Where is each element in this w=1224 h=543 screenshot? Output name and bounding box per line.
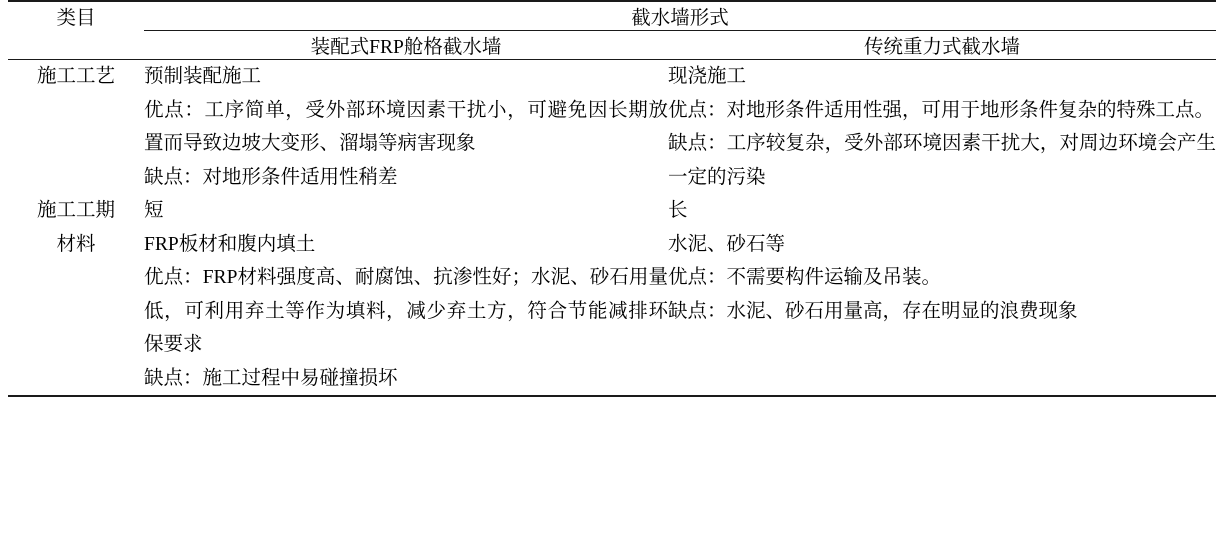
- row-category: 施工工期: [36, 200, 115, 222]
- cell-line: 缺点：对地形条件适用性稍差: [144, 166, 398, 188]
- header-group-title: 截水墙形式: [144, 1, 1216, 31]
- cell-line: 长: [668, 200, 688, 222]
- cell-line: 优点：对地形条件适用性强，可用于地形条件复杂的特殊工点。: [668, 99, 1215, 121]
- row-category: 施工工艺: [8, 60, 144, 195]
- cell-line: 预制装配施工: [144, 66, 262, 87]
- cell-line: 缺点：水泥、砂石用量高，存在明显的浪费现象: [668, 300, 1078, 322]
- table-row: [8, 228, 1216, 397]
- cell-line: FRP板材和腹内填土: [144, 233, 316, 255]
- cell-line: 短: [144, 200, 164, 222]
- row-category: 材料: [8, 228, 144, 397]
- comparison-table: [8, 0, 1216, 397]
- header-column-b: 传统重力式截水墙: [668, 31, 1216, 60]
- cell-line: 水泥、砂石等: [668, 233, 786, 255]
- cell-line: 优点：工序简单，受外部环境因素干扰小，可避免因长期放置而导致边坡大变形、溜塌等病害现象: [144, 99, 668, 155]
- table-body: [8, 60, 1216, 397]
- cell-line: 缺点：工序较复杂，受外部环境因素干扰大，对周边环境会产生一定的污染: [668, 133, 1217, 188]
- header-column-a: 装配式FRP舱格截水墙: [144, 31, 668, 60]
- cell-line: 优点：FRP材料强度高、耐腐蚀、抗渗性好；水泥、砂石用量低，可利用弃土等作为填料，减少弃土方，符合节能减排环保要求: [144, 267, 668, 356]
- row-cell-a: [144, 228, 668, 397]
- row-cell-b: [668, 60, 1216, 195]
- cell-line: 优点：不需要构件运输及吊装。: [668, 267, 942, 289]
- row-cell-b: [668, 228, 1216, 397]
- header-row-group: [8, 1, 1216, 31]
- row-cell-a: [144, 194, 668, 228]
- cell-line: 缺点：施工过程中易碰撞损坏: [144, 367, 398, 389]
- table-row: [8, 60, 1216, 195]
- row-cell-a: [144, 60, 668, 195]
- cell-line: 现浇施工: [668, 66, 747, 87]
- header-category: 类目: [8, 1, 144, 60]
- table-row: [8, 194, 1216, 228]
- row-cell-b: [668, 194, 1216, 228]
- table-header: [8, 1, 1216, 60]
- header-row-columns: [8, 31, 1216, 60]
